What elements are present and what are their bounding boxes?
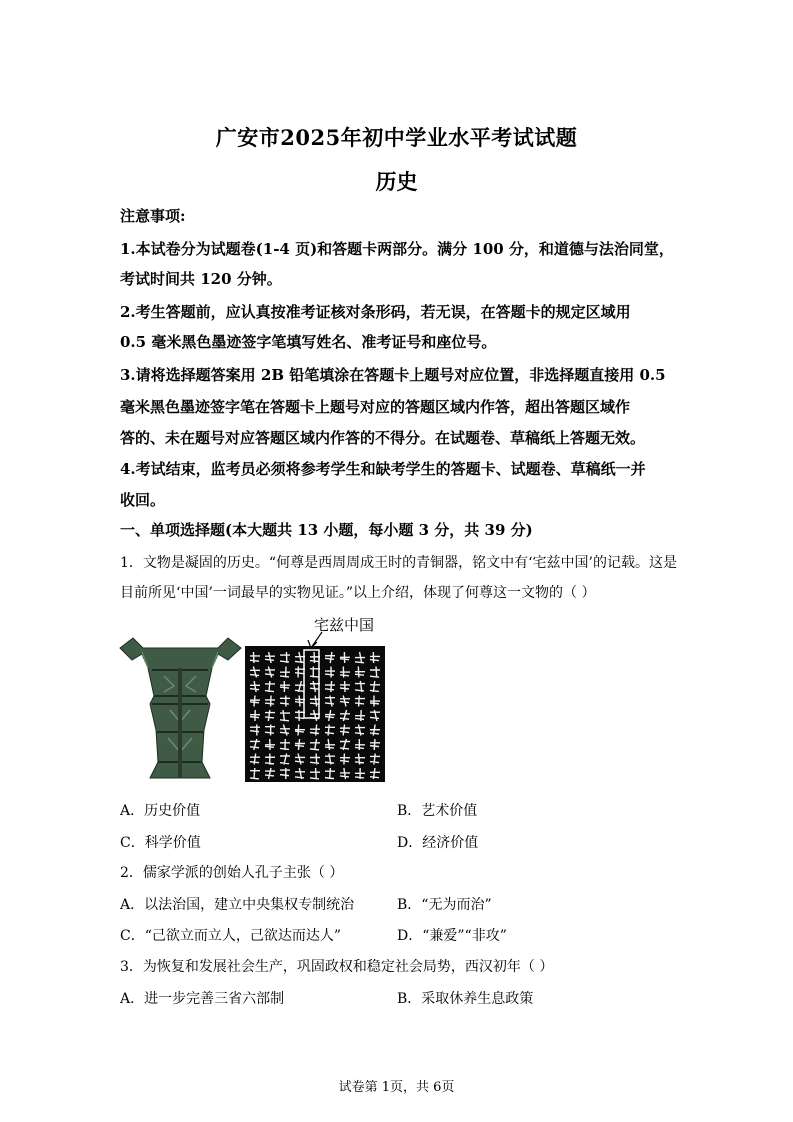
notice-line: 答的、未在题号对应答题区域内作答的不得分。在试题卷、草稿纸上答题无效。 xyxy=(120,429,646,447)
q2-option-d: D．“兼爱”“非攻” xyxy=(397,928,507,944)
q2-option-c: C．“己欲立而立人，己欲达而达人” xyxy=(120,928,342,944)
notice-line: 4.考试结束，监考员必须将参考学生和缺考学生的答题卡、试题卷、草稿纸一并 xyxy=(120,460,646,478)
exam-title: 广安市2025年初中学业水平考试试题 xyxy=(215,125,578,150)
q1-option-a: A．历史价值 xyxy=(120,803,201,819)
notice-heading: 注意事项: xyxy=(120,207,186,225)
q3-option-a: A．进一步完善三省六部制 xyxy=(120,991,285,1007)
exam-subject: 历史 xyxy=(375,169,418,194)
section-title: 一、单项选择题(本大题共 13 小题，每小题 3 分，共 39 分) xyxy=(120,521,533,539)
q2-option-b: B．“无为而治” xyxy=(397,897,492,913)
question-1-stem: 1．文物是凝固的历史。“何尊是西周周成王时的青铜器，铭文中有‘宅兹中国’的记载。这是 xyxy=(120,555,677,571)
q3-option-b: B．采取休养生息政策 xyxy=(397,991,534,1007)
notice-line: 收回。 xyxy=(120,491,166,509)
he-zun-vessel-image xyxy=(120,638,241,778)
notice-line: 2.考生答题前，应认真按准考证核对条形码，若无误，在答题卡的规定区域用 xyxy=(120,303,631,321)
q2-option-a: A．以法治国，建立中央集权专制统治 xyxy=(120,897,355,913)
notice-line: 毫米黑色墨迹签字笔在答题卡上题号对应的答题区域内作答，超出答题区域作 xyxy=(120,398,631,416)
page-footer: 试卷第 1页，共 6页 xyxy=(338,1080,455,1095)
he-zun-figure xyxy=(118,612,390,787)
notice-line: 0.5 毫米黑色墨迹签字笔填写姓名、准考证号和座位号。 xyxy=(120,333,497,351)
notice-line: 1.本试卷分为试题卷(1-4 页)和答题卡两部分。满分 100 分，和道德与法治同堂， xyxy=(120,240,674,258)
question-3-stem: 3．为恢复和发展社会生产，巩固政权和稳定社会局势，西汉初年（ ） xyxy=(120,959,554,975)
notice-line: 3.请将选择题答案用 2B 铅笔填涂在答题卡上题号对应位置，非选择题直接用 0.5 xyxy=(120,366,666,384)
q1-option-d: D．经济价值 xyxy=(397,835,479,851)
question-2-stem: 2．儒家学派的创始人孔子主张（ ） xyxy=(120,865,344,881)
q1-option-b: B．艺术价值 xyxy=(397,803,478,819)
he-zun-illustration xyxy=(118,612,390,787)
figure-label: 宅兹中国 xyxy=(314,616,375,634)
notice-line: 考试时间共 120 分钟。 xyxy=(120,270,282,288)
q1-option-c: C．科学价值 xyxy=(120,835,201,851)
question-1-stem: 目前所见‘中国’一词最早的实物见证。”以上介绍，体现了何尊这一文物的（ ） xyxy=(120,585,596,601)
